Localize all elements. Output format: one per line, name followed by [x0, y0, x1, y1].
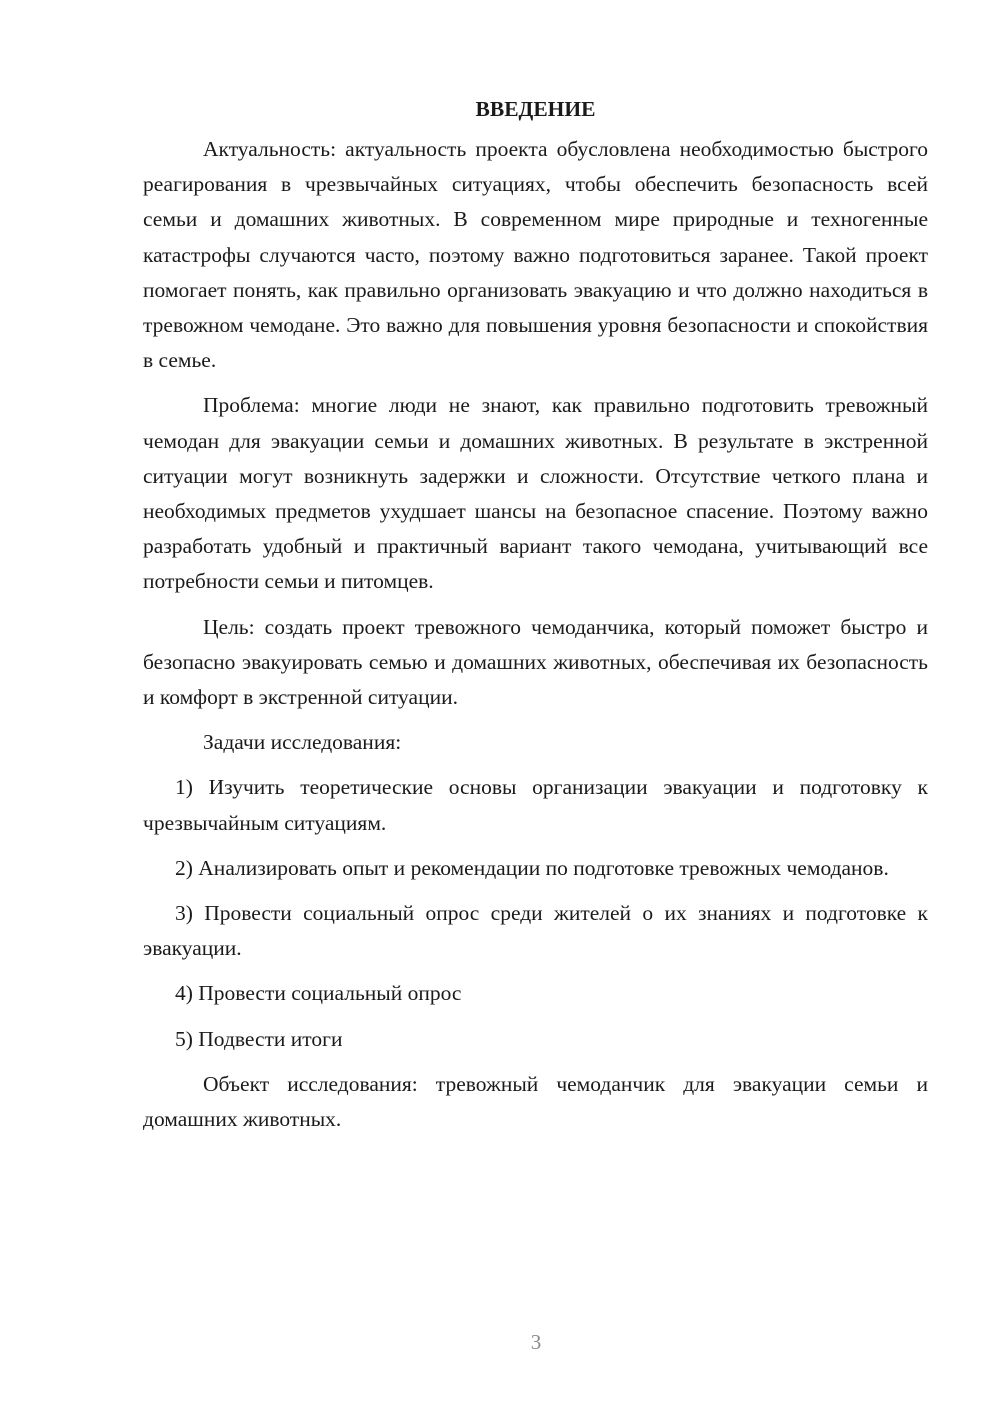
task-item: 4) Провести социальный опрос: [175, 981, 462, 1006]
task-item: 5) Подвести итоги: [175, 1026, 343, 1051]
section-title: ВВЕДЕНИЕ: [475, 97, 596, 121]
paragraph-problem: Проблема: многие люди не знают, как правильно подготовить тревожный чемодан для эвакуации семьи и домашних животных. В результате в экстренной ситуации могут возникнуть задержки и сложности. Отсутствие четкого плана и необходимых предметов ухудшает шансы на безопасное спасение. Поэтому важно разработать удобный и практичный вариант такого чемодана, учитывающий все потребности семьи и питомцев.: [143, 393, 928, 594]
paragraph-goal: Цель: создать проект тревожного чемоданчика, который поможет быстро и безопасно эвакуировать семью и домашних животных, обеспечивая их безопасность и комфорт в экстренной ситуации.: [143, 614, 928, 710]
paragraph-relevance: Актуальность: актуальность проекта обусловлена необходимостью быстрого реагирования в чрезвычайных ситуациях, чтобы обеспечить безопасность всей семьи и домашних животных. В современном мире природные и техногенные катастрофы случаются часто, поэтому важно подготовиться заранее. Такой проект помогает понять, как правильно организовать эвакуацию и что должно находиться в тревожном чемодане. Это важно для повышения уровня безопасности и спокойствия в семье.: [143, 137, 928, 373]
page-content: [143, 92, 928, 1147]
paragraph-object: Объект исследования: тревожный чемоданчик для эвакуации семьи и домашних животных.: [143, 1071, 928, 1132]
page-number: 3: [530, 1330, 542, 1354]
tasks-heading: Задачи исследования:: [203, 730, 402, 755]
task-item: 3) Провести социальный опрос среди жителей о их знаниях и подготовке к эвакуации.: [143, 901, 928, 961]
task-item: 2) Анализировать опыт и рекомендации по подготовке тревожных чемоданов.: [175, 855, 889, 880]
task-item: 1) Изучить теоретические основы организации эвакуации и подготовку к чрезвычайным ситуациям.: [143, 775, 928, 835]
